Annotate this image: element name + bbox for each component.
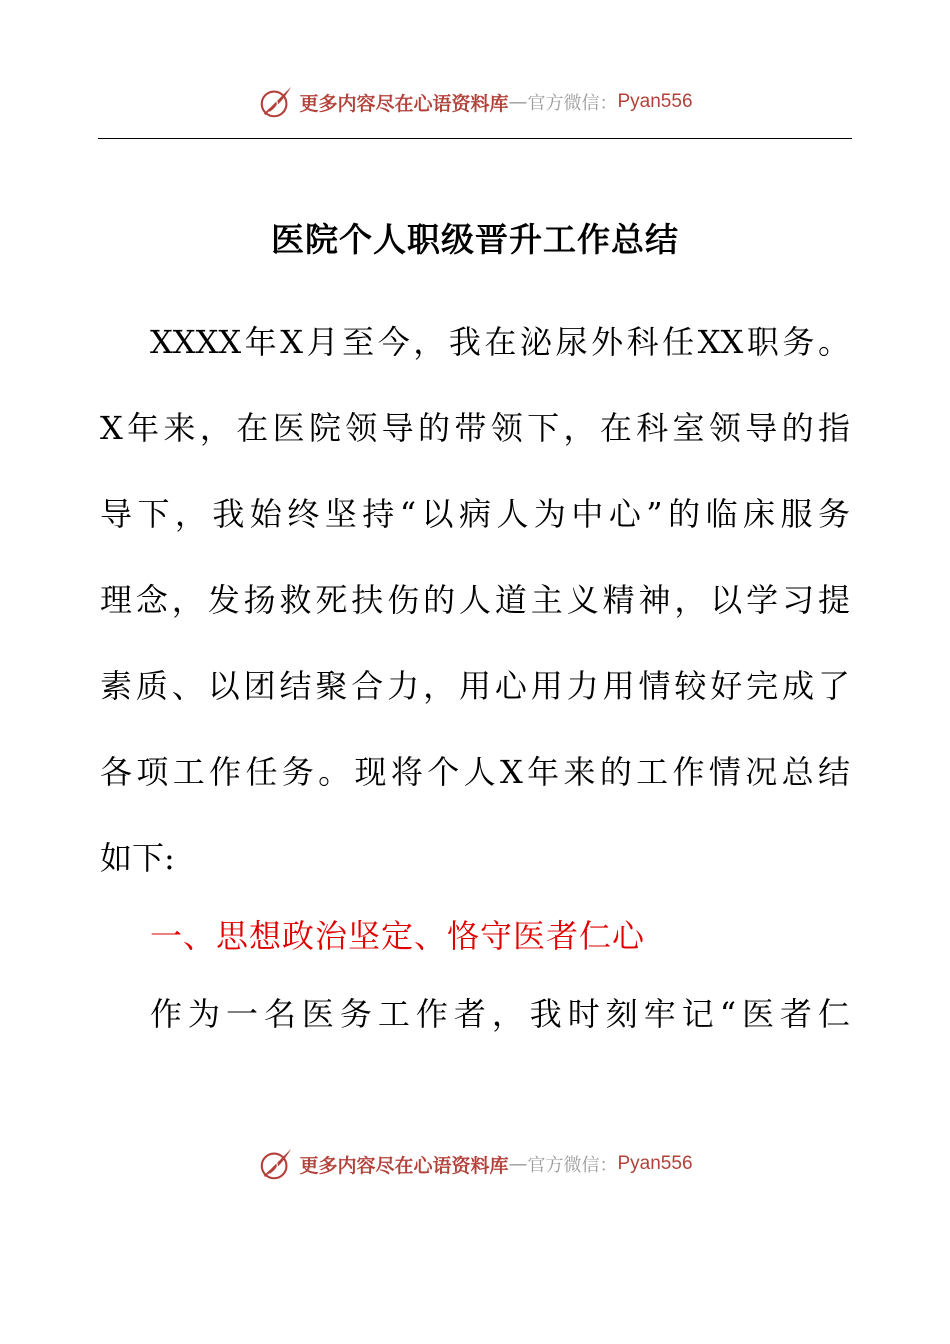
quill-logo-icon [257, 1145, 295, 1183]
paragraph-line: 素质、以团结聚合力，用心用力用情较好完成了 [100, 667, 850, 705]
header-separator: — [508, 91, 528, 113]
footer-wechat-id: Pyan556 [617, 1153, 693, 1174]
header-wechat-label: 官方微信： [527, 93, 618, 114]
header-brand [257, 83, 692, 121]
header-brand-text: 更多内容尽在心语资料库 [299, 92, 509, 115]
paragraph-line: X年来，在医院领导的带领下，在科室领导的指 [100, 409, 850, 447]
section-heading: 一、思想政治坚定、恪守医者仁心 [150, 917, 646, 955]
paragraph-line: 作为一名医务工作者，我时刻牢记“医者仁 [150, 995, 850, 1033]
paragraph-line: XXXX年X月至今，我在泌尿外科任XX职务。 [150, 323, 850, 361]
footer-brand [257, 1145, 692, 1183]
header-divider [98, 138, 852, 139]
footer-brand-text: 更多内容尽在心语资料库 [299, 1154, 509, 1177]
footer-wechat-label: 官方微信： [527, 1155, 618, 1176]
paragraph-line: 理念，发扬救死扶伤的人道主义精神，以学习提 [100, 581, 850, 619]
footer-separator: — [508, 1153, 528, 1175]
page-header [0, 82, 950, 122]
paragraph-line: 如下: [100, 839, 175, 877]
page-footer [0, 1144, 950, 1184]
paragraph-line: 各项工作任务。现将个人X年来的工作情况总结 [100, 753, 850, 791]
document-title: 医院个人职级晋升工作总结 [271, 220, 679, 259]
paragraph-line: 导下，我始终坚持“以病人为中心”的临床服务 [100, 495, 850, 533]
quill-logo-icon [257, 83, 295, 121]
header-wechat-id: Pyan556 [617, 91, 693, 112]
